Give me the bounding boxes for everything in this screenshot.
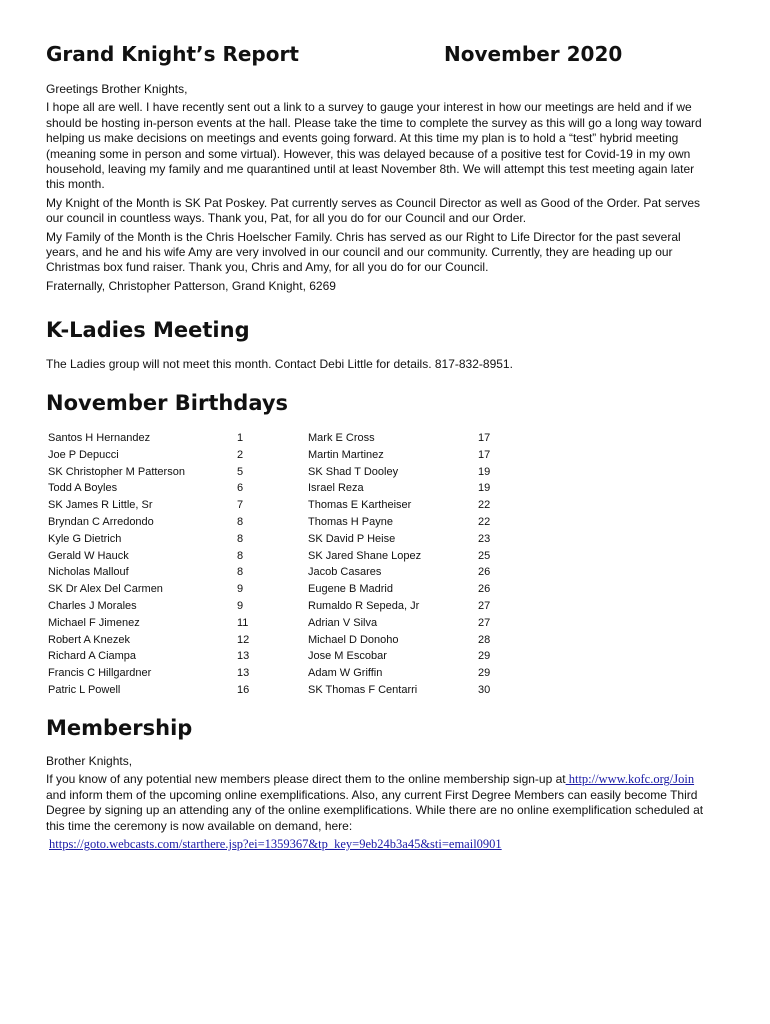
birthday-day: 29 <box>478 667 491 680</box>
birthday-row <box>48 564 508 581</box>
birthday-name: Robert A Knezek <box>48 633 130 646</box>
membership-paragraph <box>46 772 706 834</box>
membership-heading: Membership <box>46 716 193 740</box>
birthday-day: 30 <box>478 683 491 696</box>
birthday-day: 13 <box>237 650 250 663</box>
birthday-name: Thomas H Payne <box>308 515 393 528</box>
birthday-name: SK James R Little, Sr <box>48 499 153 512</box>
birthday-name: Mark E Cross <box>308 432 375 444</box>
birthday-name: Bryndan C Arredondo <box>48 515 154 528</box>
birthdays-heading: November Birthdays <box>46 391 289 415</box>
birthday-day: 1 <box>237 432 244 444</box>
birthday-row <box>48 447 508 464</box>
birthday-day: 9 <box>237 599 244 612</box>
report-body <box>46 82 706 297</box>
birthday-name: SK Dr Alex Del Carmen <box>48 583 163 596</box>
birthday-day: 11 <box>237 616 249 629</box>
membership-text-after: and inform them of the upcoming online exemplifications. Also, any current First Degree Members can easily become Third Degree by signing up an attending any of the online exemplifications. While there are no online exemplification scheduled at this time the ceremony is now available on demand, here: <box>46 787 704 833</box>
birthday-day: 19 <box>478 482 491 495</box>
birthday-row <box>48 497 508 514</box>
birthday-name: Richard A Ciampa <box>48 650 137 663</box>
birthday-row <box>48 665 508 682</box>
birthday-name: Francis C Hillgardner <box>48 667 152 680</box>
birthday-day: 28 <box>478 633 491 646</box>
birthday-name: Nicholas Mallouf <box>48 566 129 579</box>
birthday-row <box>48 531 508 548</box>
birthday-name: Adam W Griffin <box>308 667 383 680</box>
birthday-name: Michael F Jimenez <box>48 616 140 629</box>
birthday-row <box>48 632 508 649</box>
signup-link[interactable]: http://www.kofc.org/Join <box>565 772 695 787</box>
birthday-name: SK Jared Shane Lopez <box>308 549 422 562</box>
birthday-day: 25 <box>478 549 491 562</box>
birthday-name: Patric L Powell <box>48 683 121 696</box>
birthday-row <box>48 464 508 481</box>
birthdays-table <box>48 430 508 699</box>
birthday-day: 7 <box>237 499 244 512</box>
birthday-row <box>48 648 508 665</box>
birthday-row <box>48 430 508 447</box>
birthday-day: 8 <box>237 566 244 579</box>
report-paragraph: My Family of the Month is the Chris Hoelscher Family. Chris has served as our Right to Life Director for the past several years, and he and his wife Amy are very involved in our council and our community. Currently, they are heading up our Christmas box fund raiser. Thank you, Chris and Amy, for all you do for our Council. <box>46 229 681 275</box>
membership-body <box>46 754 706 852</box>
ladies-heading: K-Ladies Meeting <box>46 318 250 342</box>
birthday-name: Israel Reza <box>308 482 364 495</box>
birthday-day: 26 <box>478 583 491 596</box>
birthday-row <box>48 598 508 615</box>
birthday-day: 19 <box>478 465 491 478</box>
birthday-day: 8 <box>237 515 244 528</box>
birthday-name: Santos H Hernandez <box>48 432 151 444</box>
birthday-day: 2 <box>237 448 244 461</box>
report-signature: Fraternally, Christopher Patterson, Grand Knight, 6269 <box>46 278 336 293</box>
birthday-name: Kyle G Dietrich <box>48 532 122 545</box>
birthday-name: Adrian V Silva <box>308 616 378 629</box>
report-date: November 2020 <box>444 42 623 66</box>
birthday-name: SK David P Heise <box>308 532 396 545</box>
birthday-name: SK Christopher M Patterson <box>48 465 185 478</box>
birthday-name: Martin Martinez <box>308 448 384 461</box>
birthday-row <box>48 548 508 565</box>
birthday-row <box>48 615 508 632</box>
birthday-day: 9 <box>237 583 244 596</box>
birthday-day: 12 <box>237 633 250 646</box>
report-title: Grand Knight’s Report <box>46 42 299 66</box>
membership-greeting: Brother Knights, <box>46 754 133 768</box>
report-greeting: Greetings Brother Knights, <box>46 82 188 96</box>
birthday-name: Todd A Boyles <box>48 482 118 495</box>
birthday-name: Gerald W Hauck <box>48 549 129 562</box>
birthday-row <box>48 581 508 598</box>
birthday-day: 8 <box>237 549 244 562</box>
report-paragraph: My Knight of the Month is SK Pat Poskey. Pat currently serves as Council Director as well as Good of the Order. Pat serves our council in countless ways. Thank you, Pat, for all you do for our Council and our Order. <box>46 195 701 226</box>
birthday-day: 22 <box>478 515 491 528</box>
birthday-day: 17 <box>478 448 491 461</box>
birthday-name: Eugene B Madrid <box>308 583 393 596</box>
birthday-day: 23 <box>478 532 491 545</box>
birthday-day: 16 <box>237 683 250 696</box>
birthday-name: Rumaldo R Sepeda, Jr <box>308 599 420 612</box>
birthday-day: 27 <box>478 599 491 612</box>
birthday-day: 27 <box>478 616 491 629</box>
membership-text-before: If you know of any potential new members please direct them to the online membership sign-up at <box>46 772 566 787</box>
birthday-name: Thomas E Kartheiser <box>308 499 412 512</box>
birthday-name: Jacob Casares <box>308 566 382 579</box>
birthday-day: 13 <box>237 667 250 680</box>
birthday-day: 26 <box>478 566 491 579</box>
ladies-text: The Ladies group will not meet this month. Contact Debi Little for details. 817-832-8951. <box>46 357 513 371</box>
birthday-day: 6 <box>237 482 244 495</box>
birthday-name: Charles J Morales <box>48 599 137 612</box>
birthday-name: Jose M Escobar <box>308 650 387 663</box>
birthday-day: 8 <box>237 532 244 545</box>
birthday-name: Michael D Donoho <box>308 633 399 646</box>
birthday-row <box>48 514 508 531</box>
birthday-day: 22 <box>478 499 491 512</box>
birthday-day: 17 <box>478 432 491 444</box>
report-header <box>46 42 646 72</box>
birthday-day: 29 <box>478 650 491 663</box>
birthday-name: SK Shad T Dooley <box>308 465 399 478</box>
birthday-day: 5 <box>237 465 244 478</box>
webcast-link[interactable]: https://goto.webcasts.com/starthere.jsp?ei=1359367&tp_key=9eb24b3a45&sti=email0901 <box>49 837 502 852</box>
birthday-name: Joe P Depucci <box>48 448 119 461</box>
report-paragraph: I hope all are well. I have recently sent out a link to a survey to gauge your interest in how our meetings are held and if we should be hosting in-person events at the hall. Please take the time to complete the survey as this will go a long way toward helping us make decisions on meetings and events going forward. At this time my plan is to hold a “test” hybrid meeting (meaning some in person and some virtual). However, this was delayed because of a positive test for Covid-19 in my own household, leaving my family and me quarantined until at least November 8th. We will attempt this test meeting again later this month. <box>46 100 702 192</box>
birthday-name: SK Thomas F Centarri <box>308 683 418 696</box>
birthday-row <box>48 682 508 699</box>
birthday-row <box>48 480 508 497</box>
